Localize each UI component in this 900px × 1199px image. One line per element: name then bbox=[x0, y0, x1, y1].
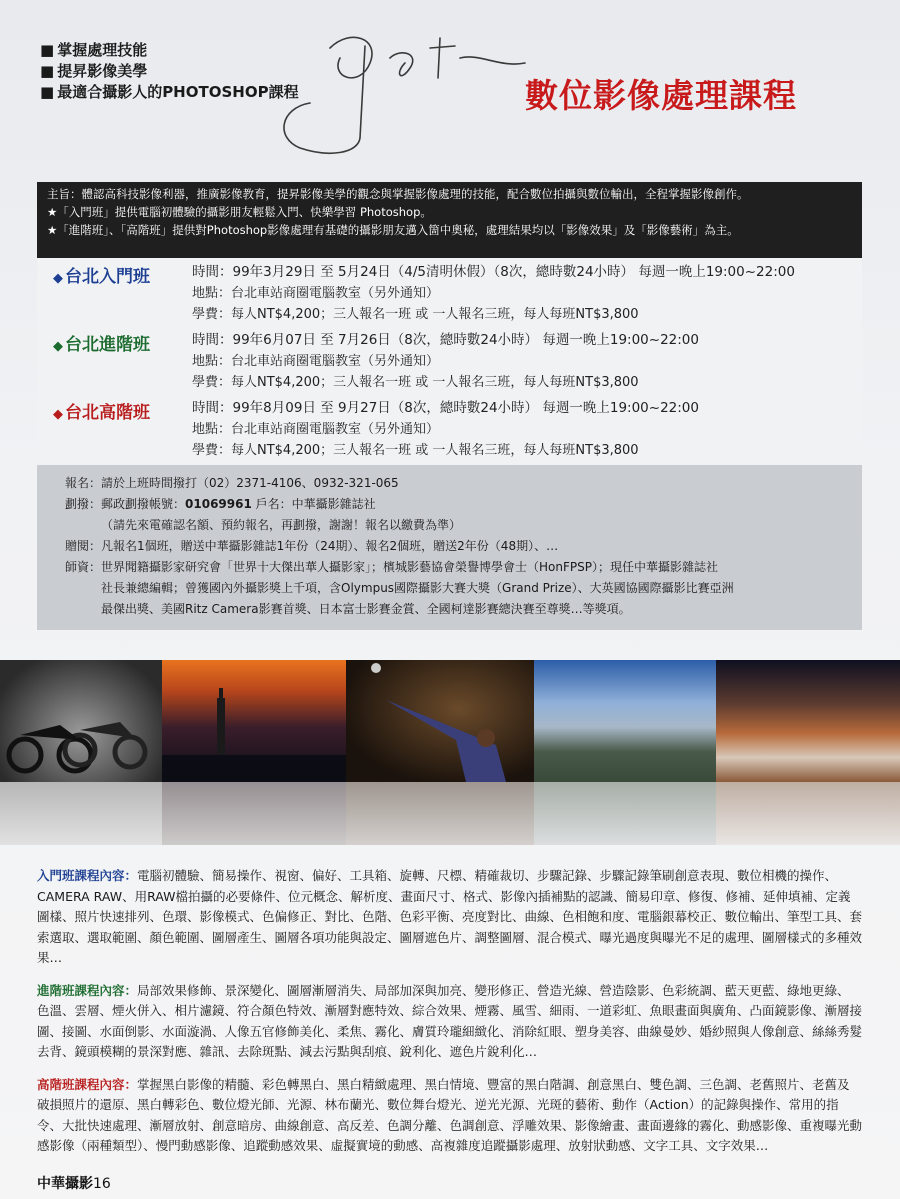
bullet-item: ■ 最適合攝影人的PHOTOSHOP課程 bbox=[40, 82, 299, 103]
intro-purpose: 主旨：體認高科技影像利器，推廣影像教育，提昇影像美學的觀念與掌握影像處理的技能，配合數位拍攝與數位輸出，全程掌握影像創作。 bbox=[47, 187, 749, 201]
transfer-account: 01069961 bbox=[185, 497, 252, 511]
page-number: 16 bbox=[93, 1176, 111, 1192]
class-place: 地點：台北車站商圈電腦教室（另外通知） bbox=[192, 354, 440, 369]
photo-city-night bbox=[162, 660, 346, 845]
registration-info bbox=[37, 465, 862, 630]
intro-box bbox=[37, 182, 862, 258]
basic-course-content: 入門班課程內容：電腦初體驗、簡易操作、視窗、偏好、工具箱、旋轉、尺標、精確裁切、步驟記錄、步驟記錄筆刷創意表現、數位相機的操作、CAMERA RAW、用RAW檔拍攝的必要條件、位元概念、解析度、畫面尺寸、格式、影像內插補點的認識、簡易印章、修復、修補、延伸填補、定義圖樣、照片快速排列、色環、影像模式、色偏修正、對比、色階、色彩平衡、亮度對比、曲線、色相飽和度、電腦銀幕校正、數位輸出、筆型工具、套索選取、選取範圍、顏色範圍、圖層產生、圖層各項功能與設定、圖層遮色片、調整圖層、混合模式、曝光過度與曝光不足的處理、圖層樣式的多種效果… bbox=[37, 868, 863, 965]
class-time: 時間：99年6月07日 至 7月26日（8次，總時數24小時） 每週一晚上19:00~22:00 bbox=[192, 332, 699, 348]
transfer-note-row: （請先來電確認名額、預約報名，再劃撥，謝謝！報名以繳費為準） bbox=[101, 518, 462, 532]
class-time: 時間：99年3月29日 至 5月24日（4/5清明休假）（8次，總時數24小時） 每週一晚上19:00~22:00 bbox=[192, 264, 795, 280]
tower-silhouette bbox=[162, 660, 346, 782]
bullet-item: ■ 掌握處理技能 bbox=[40, 40, 299, 61]
photo-waterfall bbox=[716, 660, 900, 845]
class-fee: 學費：每人NT$4,200；三人報名一班 或 一人報名三班，每人每班NT$3,800 bbox=[192, 307, 639, 322]
teacher-row-3: 最傑出獎、美國Ritz Camera影賽首獎、日本富士影賽金賞、全國柯達影賽總決賽至尊獎…等獎項。 bbox=[101, 602, 631, 616]
class-schedule bbox=[37, 258, 862, 463]
intro-advanced-note: ★「進階班」、「高階班」提供對Photoshop影像處理有基礎的攝影朋友邁入箇中奧秘，處理結果均以「影像效果」及「影像藝術」為主。 bbox=[47, 223, 739, 237]
signature-graphic bbox=[270, 18, 530, 168]
intro-basic-note: ★「入門班」提供電腦初體驗的攝影朋友輕鬆入門、快樂學習 Photoshop。 bbox=[47, 205, 432, 219]
diamond-icon: ◆ bbox=[53, 339, 63, 354]
photo-strip bbox=[0, 660, 900, 845]
motocross-silhouette bbox=[0, 680, 162, 780]
athlete-silhouette bbox=[346, 660, 534, 782]
header-bullets bbox=[40, 40, 299, 103]
class-place: 地點：台北車站商圈電腦教室（另外通知） bbox=[192, 422, 440, 437]
advanced-course-content: 進階班課程內容：局部效果修飾、景深變化、圖層漸層消失、局部加深與加亮、變形修正、營造光線、營造陰影、色彩統調、藍天更藍、綠地更綠、色溫、雲層、煙火併入、相片濾鏡、符合顏色特效、漸層對應特效、綜合效果、煙霧、風雪、細雨、一道彩虹、魚眼畫面與廣角、凸面鏡影像、漸層接圖、接圖、水面倒影、水面漩渦、人像五官修飾美化、柔焦、霧化、膚質玲瓏細緻化、消除紅眼、塑身美容、曲線曼妙、婚紗照與人像創意、絲絲秀髮去背、鏡頭模糊的景深對應、雜訊、去除斑點、減去污點與刮痕、銳利化、遮色片銳利化… bbox=[37, 982, 863, 1059]
bullet-item: ■ 提昇影像美學 bbox=[40, 61, 299, 82]
class-time: 時間：99年8月09日 至 9月27日（8次，總時數24小時） 每週一晚上19:00~22:00 bbox=[192, 400, 699, 416]
teacher-row-2: 社長兼總編輯；曾獲國內外攝影獎上千項，含Olympus國際攝影大賽大獎（Grand Prize）、大英國協國際攝影比賽亞洲 bbox=[101, 581, 734, 595]
page-title: 數位影像處理課程 bbox=[525, 76, 797, 115]
page-footer bbox=[37, 1173, 111, 1193]
photo-athlete bbox=[346, 660, 534, 845]
transfer-row: 劃撥： 郵政劃撥帳號：01069961 戶名：中華攝影雜誌社 bbox=[65, 497, 376, 511]
class-place: 地點：台北車站商圈電腦教室（另外通知） bbox=[192, 286, 440, 301]
pro-course-content: 高階班課程內容：掌握黑白影像的精髓、彩色轉黑白、黑白精緻處理、黑白情境、豐富的黑白階調、創意黑白、雙色調、三色調、老舊照片、老舊及破損照片的還原、黑白轉彩色、數位燈光師、光源、林布蘭光、數位舞台燈光、逆光光源、光斑的藝術、動作（Action）的記錄與操作、常用的指令、大批快速處理、漸層放射、創意暗房、曲線創意、高反差、色調分離、色調創意、浮雕效果、影像繪畫、畫面邊緣的霧化、動感影像、重複曝光動感影像（兩種類型）、慢門動感影像、追蹤動感效果、虛擬實境的動感、高複雜度追蹤攝影處理、放射狀動感、文字工具、文字效果… bbox=[37, 1076, 863, 1153]
photo-motocross bbox=[0, 660, 162, 845]
course-content bbox=[37, 866, 862, 1169]
gift-row: 贈閱： 凡報名1個班，贈送中華攝影雜誌1年份（24期）、報名2個班，贈送2年份（48期）、… bbox=[65, 539, 559, 553]
magazine-name: 中華攝影 bbox=[37, 1176, 93, 1192]
signup-row: 報名： 請於上班時間撥打（02）2371-4106、0932-321-065 bbox=[65, 476, 399, 490]
class-fee: 學費：每人NT$4,200；三人報名一班 或 一人報名三班，每人每班NT$3,800 bbox=[192, 443, 639, 458]
class-fee: 學費：每人NT$4,200；三人報名一班 或 一人報名三班，每人每班NT$3,800 bbox=[192, 375, 639, 390]
diamond-icon: ◆ bbox=[53, 407, 63, 422]
photo-town-landscape bbox=[534, 660, 716, 845]
class-name: ◆ 台北高階班 bbox=[53, 403, 150, 423]
class-name: ◆ 台北進階班 bbox=[53, 335, 150, 355]
teacher-row: 師資： 世界聞籍攝影家研究會「世界十大傑出華人攝影家」；檳城影藝協會榮譽博學會士（HonFPSP）；現任中華攝影雜誌社 bbox=[65, 560, 718, 574]
diamond-icon: ◆ bbox=[53, 271, 63, 286]
class-name: ◆ 台北入門班 bbox=[53, 267, 150, 287]
